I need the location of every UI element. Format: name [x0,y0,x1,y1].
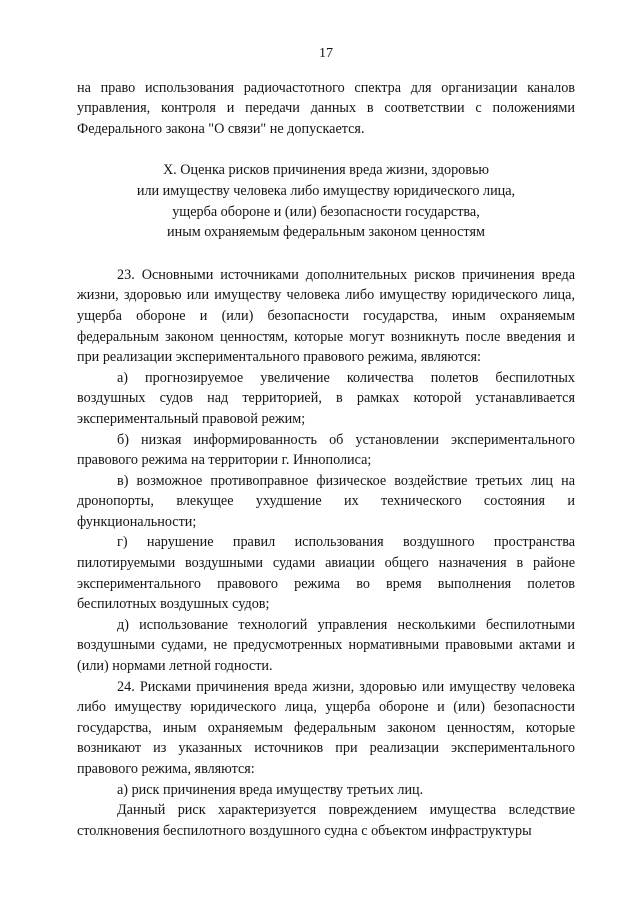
paragraph-risk-description: Данный риск характеризуется повреждением имущества вследствие столкновения беспилотного воздушного судна с объектом инфраструктуры [77,802,575,839]
paragraph-24: 24. Рисками причинения вреда жизни, здоровью или имуществу человека либо имуществу юридического лица, ущерба обороне и (или) безопасности государства, иным охраняемым федеральным законом ценностям, которые возникают из указанных источников при реализации экспериментального правового режима, являются: [77,678,575,777]
list-item-a-risk: а) риск причинения вреда имуществу третьих лиц. [117,781,424,798]
list-item-v: в) возможное противоправное физическое воздействие третьих лиц на дронопорты, влекущее ухудшение их технического состояния и функциональности; [77,472,575,530]
section-heading-line: иным охраняемым федеральным законом ценностям [167,224,485,241]
page-number: 17 [319,46,333,61]
list-item-d: д) использование технологий управления несколькими беспилотными воздушными судами, не предусмотренных нормативными правовыми актами и (или) нормами летной годности. [77,616,575,675]
section-heading [77,160,575,242]
section-heading-line: X. Оценка рисков причинения вреда жизни, здоровью [162,162,490,179]
paragraph-23: 23. Основными источниками дополнительных рисков причинения вреда жизни, здоровью или имуществу человека либо имуществу юридического лица, ущерба обороне и (или) безопасности государства, иным охраняемым федеральным законом ценностям, которые могут возникнуть после введения и при реализации экспериментального правового режима, являются: [77,266,575,366]
list-item-g: г) нарушение правил использования воздушного пространства пилотируемыми воздушными судами авиации общего назначения в районе экспериментального правового режима во время выполнения полетов беспилотных воздушных судов; [77,534,575,613]
section-heading-line: или имуществу человека либо имуществу юридического лица, [136,182,516,199]
section-heading-line: ущерба обороне и (или) безопасности государства, [172,203,480,220]
paragraph-continuation: на право использования радиочастотного спектра для организации каналов управления, контроля и передачи данных в соответствии с положениями Федерального закона "О связи" не допускается. [77,79,575,137]
list-item-b: б) низкая информированность об установлении экспериментального правового режима на территории г. Иннополиса; [77,431,575,469]
list-item-a: а) прогнозируемое увеличение количества полетов беспилотных воздушных судов над территорией, в рамках которой устанавливается экспериментальный правовой режим; [77,369,575,427]
